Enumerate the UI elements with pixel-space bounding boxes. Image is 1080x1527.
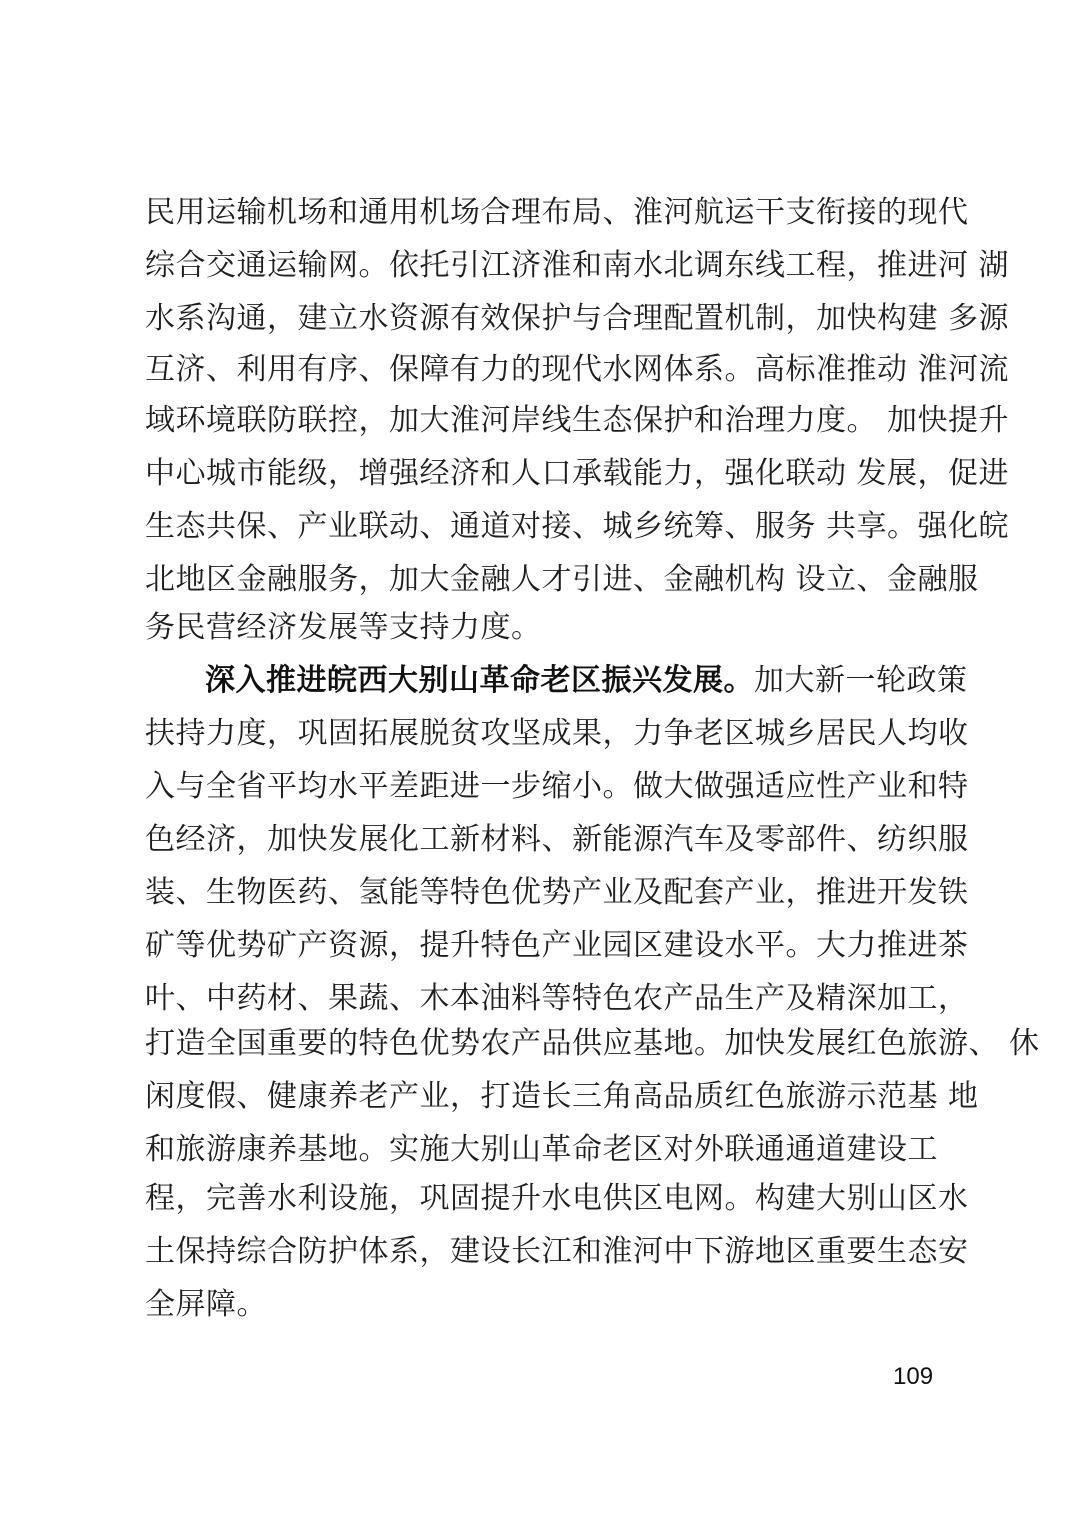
text-line: 务民营经济发展等支持力度。 xyxy=(145,610,542,645)
text-line: 水系沟通，建立水资源有效保护与合理配置机制，加快构建 多源 xyxy=(145,301,1010,336)
text-line: 综合交通运输网。依托引江济淮和南水北调东线工程，推进河 湖 xyxy=(145,248,1010,283)
text-line: 装、生物医药、氢能等特色优势产业及配套产业，推进开发铁 xyxy=(145,875,969,910)
text-line: 和旅游康养基地。实施大别山革命老区对外联通通道建设工 xyxy=(145,1132,938,1167)
text-line: 北地区金融服务，加大金融人才引进、金融机构 设立、金融服 xyxy=(145,562,979,597)
text-line: 域环境联防联控，加大淮河岸线生态保护和治理力度。 加快提升 xyxy=(145,403,1010,438)
text-line: 矿等优势矿产资源，提升特色产业园区建设水平。大力推进茶 xyxy=(145,928,969,963)
text-line: 打造全国重要的特色优势农产品供应基地。加快发展红色旅游、 休 xyxy=(145,1026,1040,1061)
text-line: 土保持综合防护体系，建设长江和淮河中下游地区重要生态安 xyxy=(145,1234,969,1269)
text-line: 全屏障。 xyxy=(145,1287,267,1322)
text-line: 生态共保、产业联动、通道对接、城乡统筹、服务 共享。强化皖 xyxy=(145,509,1010,544)
text-line: 色经济，加快发展化工新材料、新能源汽车及零部件、纺织服 xyxy=(145,822,969,857)
text-line: 互济、利用有序、保障有力的现代水网体系。高标准推动 淮河流 xyxy=(145,352,1010,387)
text-line: 民用运输机场和通用机场合理布局、淮河航运干支衔接的现代 xyxy=(145,195,969,230)
page-number: 109 xyxy=(893,1363,934,1390)
text-line: 程，完善水利设施，巩固提升水电供区电网。构建大别山区水 xyxy=(145,1181,969,1216)
text-line: 叶、中药材、果蔬、木本油料等特色农产品生产及精深加工， xyxy=(145,981,969,1016)
text-line: 入与全省平均水平差距进一步缩小。做大做强适应性产业和特 xyxy=(145,769,969,804)
paragraph-heading: 深入推进皖西大别山革命老区振兴发展。 xyxy=(205,663,754,698)
text-run: 加大新一轮政策 xyxy=(754,663,968,698)
text-line xyxy=(205,661,968,701)
text-line: 闲度假、健康养老产业，打造长三角高品质红色旅游示范基 地 xyxy=(145,1079,979,1114)
text-line: 中心城市能级，增强经济和人口承载能力，强化联动 发展，促进 xyxy=(145,456,1010,491)
text-line: 扶持力度，巩固拓展脱贫攻坚成果，力争老区城乡居民人均收 xyxy=(145,716,969,751)
